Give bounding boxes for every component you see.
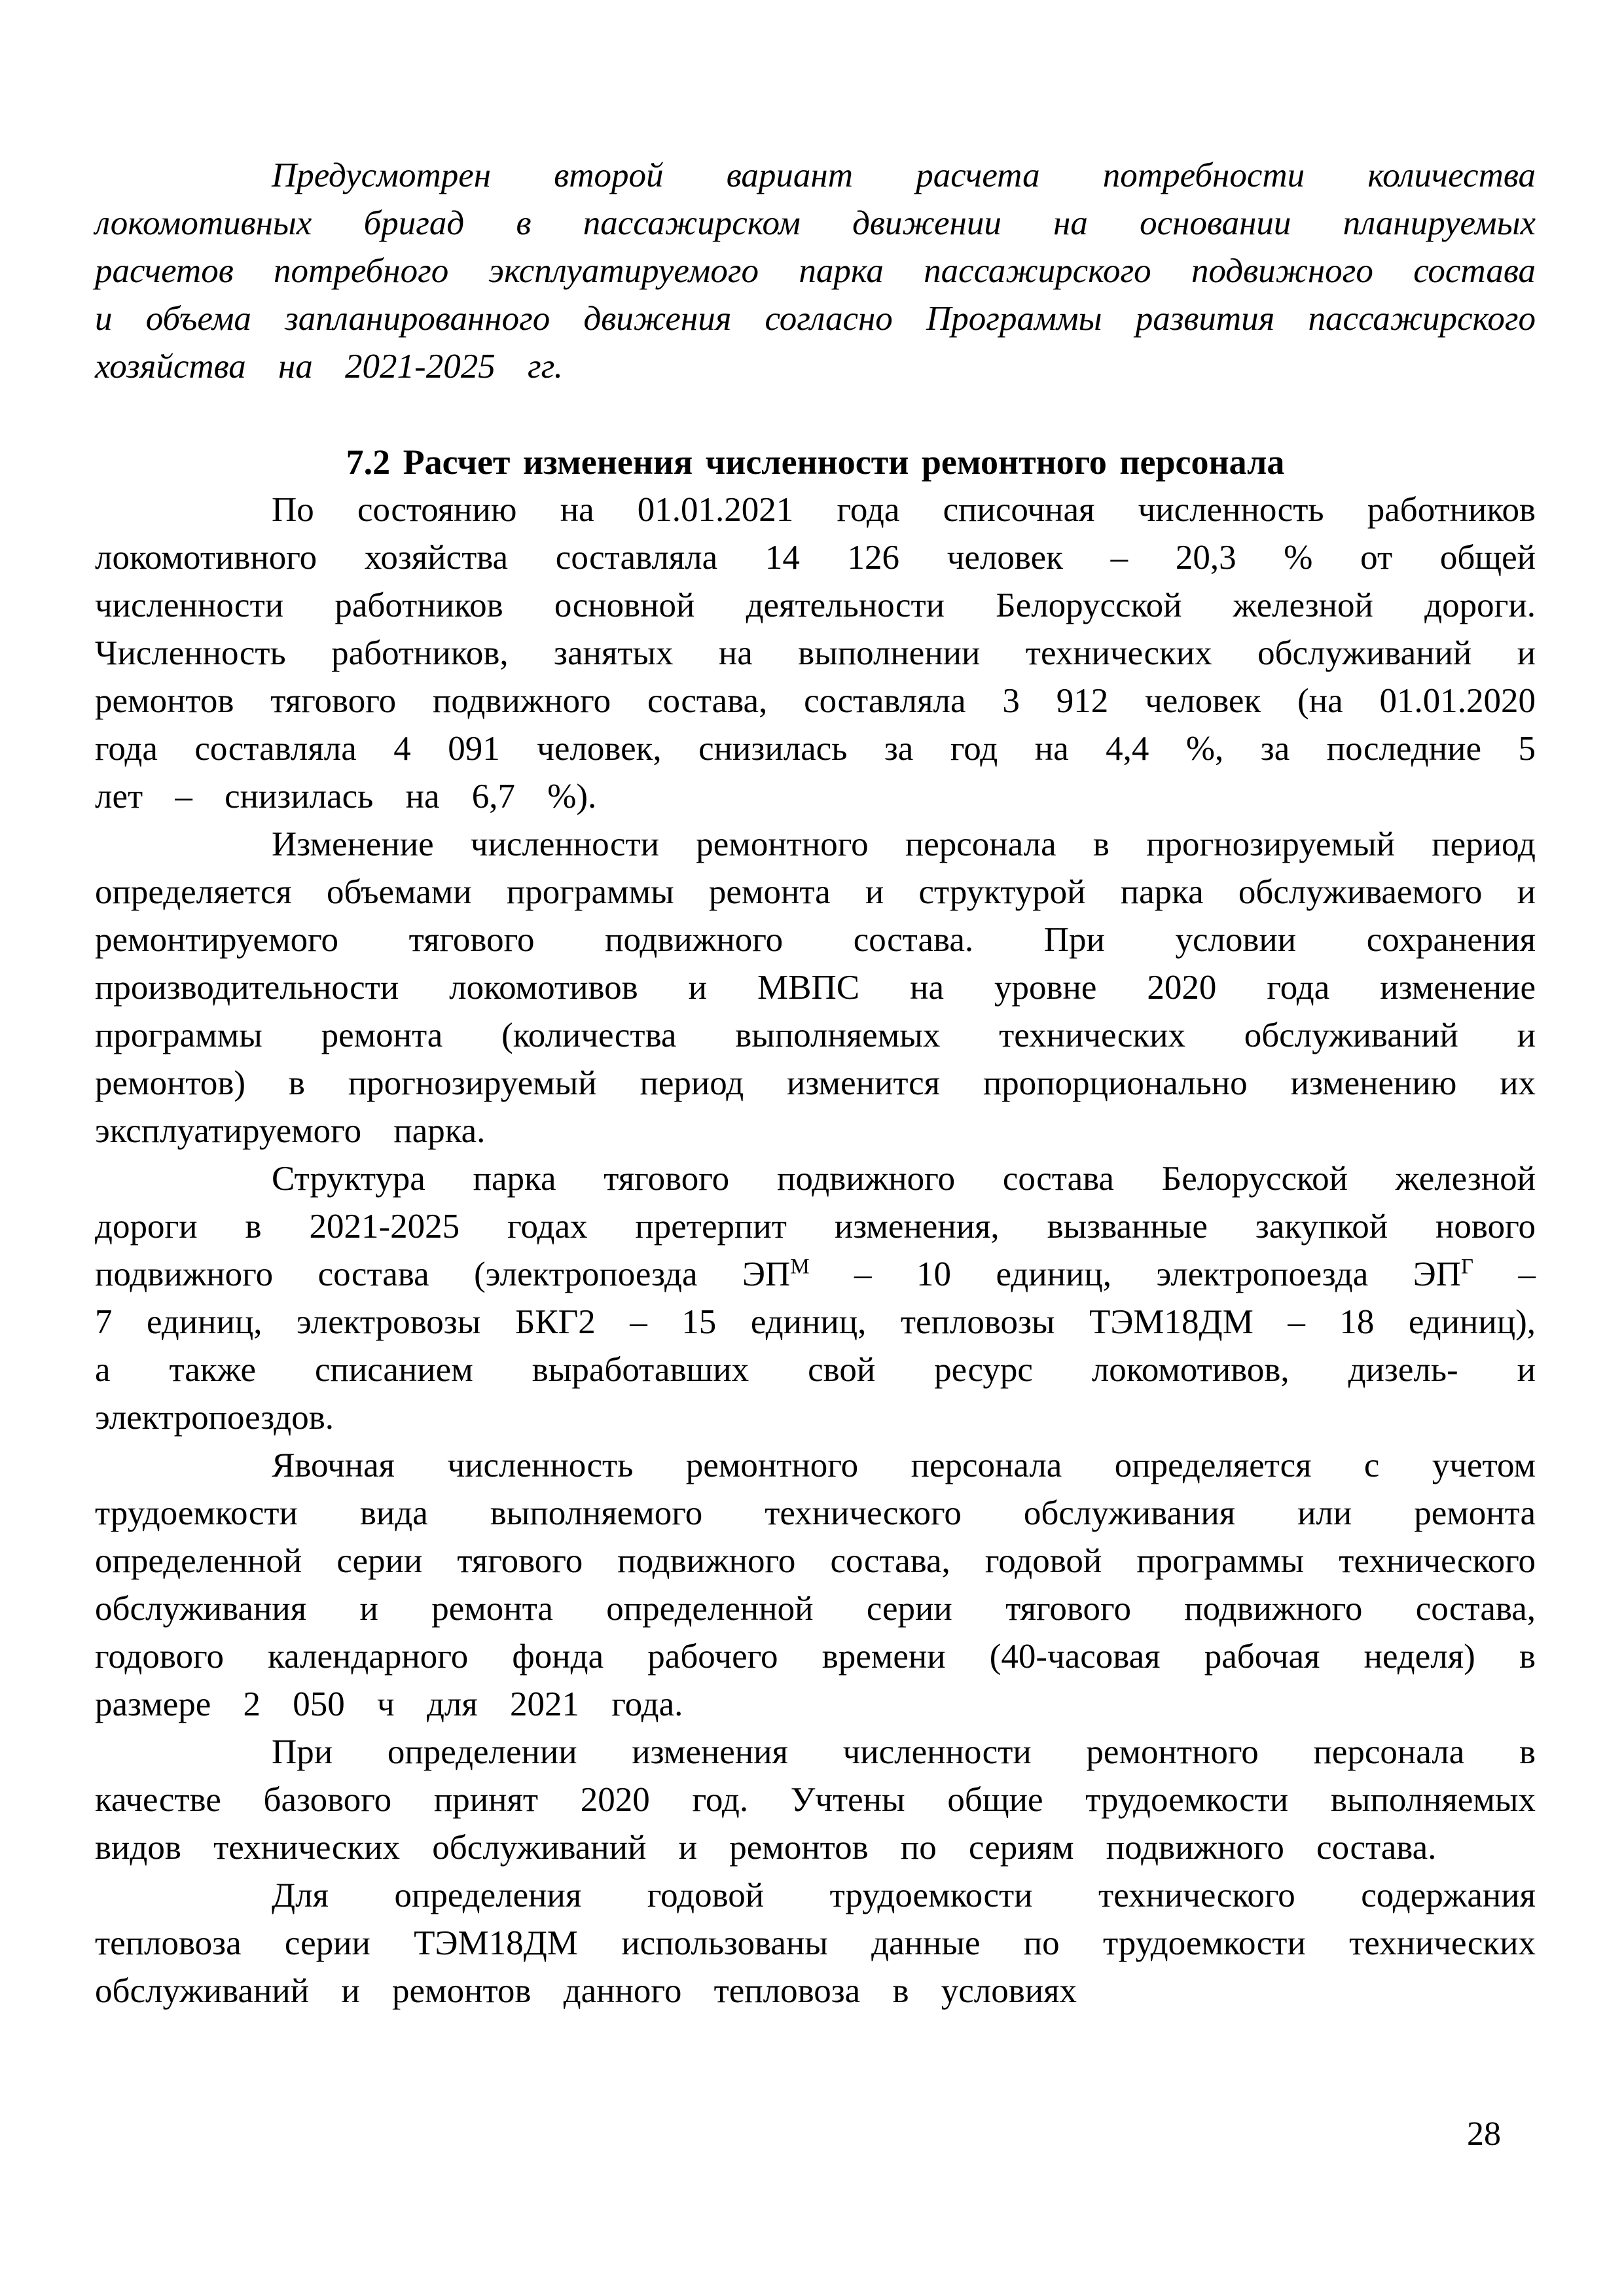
page-content [95,152,1536,2015]
series-superscript-g: Г [1461,1255,1474,1279]
paragraph-staff-status: По состоянию на 01.01.2021 года списочная численность работников локомотивного хозяйства составляла 14 126 человек – 20,3 % от общей численности работников основной деятельности Белорусской железной дороги. Численность работников, занятых на выполнении технических обслуживаний и ремонтов тягового подвижного состава, составляла 3 912 человек (на 01.01.2020 года составляла 4 091 человек, снизилась за год на 4,4 %, за последние 5 лет – снизилась на 6,7 %). [95,491,1536,816]
paragraph-attendance-headcount: Явочная численность ремонтного персонала определяется с учетом трудоемкости вида выполняемого технического обслуживания или ремонта определенной серии тягового подвижного состава, годовой программы технического обслуживания и ремонта определенной серии тягового подвижного состава, годового календарного фонда рабочего времени (40-часовая рабочая неделя) в размере 2 050 ч для 2021 года. [95,1446,1536,1723]
text-segment: – 10 единиц, электропоезда ЭП [809,1255,1462,1293]
section-heading: 7.2 Расчет изменения численности ремонтного персонала [346,442,1285,482]
text-segment: Структура парка тягового подвижного состава Белорусской железной дороги в 2021-2025 годах претерпит изменения, вызванные закупкой нового подвижного состава (электропоезда ЭП [95,1160,1536,1293]
series-superscript-m: М [790,1255,810,1279]
paragraph-fleet-structure [95,1155,1536,1442]
intro-paragraph: Предусмотрен второй вариант расчета потребности количества локомотивных бригад в пассажирском движении на основании планируемых расчетов потребного эксплуатируемого парка пассажирского подвижного состава и объема запланированного движения согласно Программы развития пассажирского хозяйства на 2021-2025 гг. [95,156,1536,386]
paragraph-baseline-year: При определении изменения численности ремонтного персонала в качестве базового принят 2020 год. Учтены общие трудоемкости выполняемых видов технических обслуживаний и ремонтов по сериям подвижного состава. [95,1733,1536,1867]
paragraph-tem18dm-labor: Для определения годовой трудоемкости технического содержания тепловоза серии ТЭМ18ДМ использованы данные по трудоемкости технических обслуживаний и ремонтов данного тепловоза в условиях [95,1876,1536,2010]
paragraph-change-forecast: Изменение численности ремонтного персонала в прогнозируемый период определяется объемами программы ремонта и структурой парка обслуживаемого и ремонтируемого тягового подвижного состава. При условии сохранения производительности локомотивов и МВПС на уровне 2020 года изменение программы ремонта (количества выполняемых технических обслуживаний и ремонтов) в прогнозируемый период изменится пропорционально изменению их эксплуатируемого парка. [95,825,1536,1150]
text-segment: – 7 единиц, электровозы БКГ2 – 15 единиц, тепловозы ТЭМ18ДМ – 18 единиц), а также списанием выработавших свой ресурс локомотивов, дизель- и электропоездов. [95,1255,1536,1437]
page-number: 28 [1467,2115,1501,2153]
